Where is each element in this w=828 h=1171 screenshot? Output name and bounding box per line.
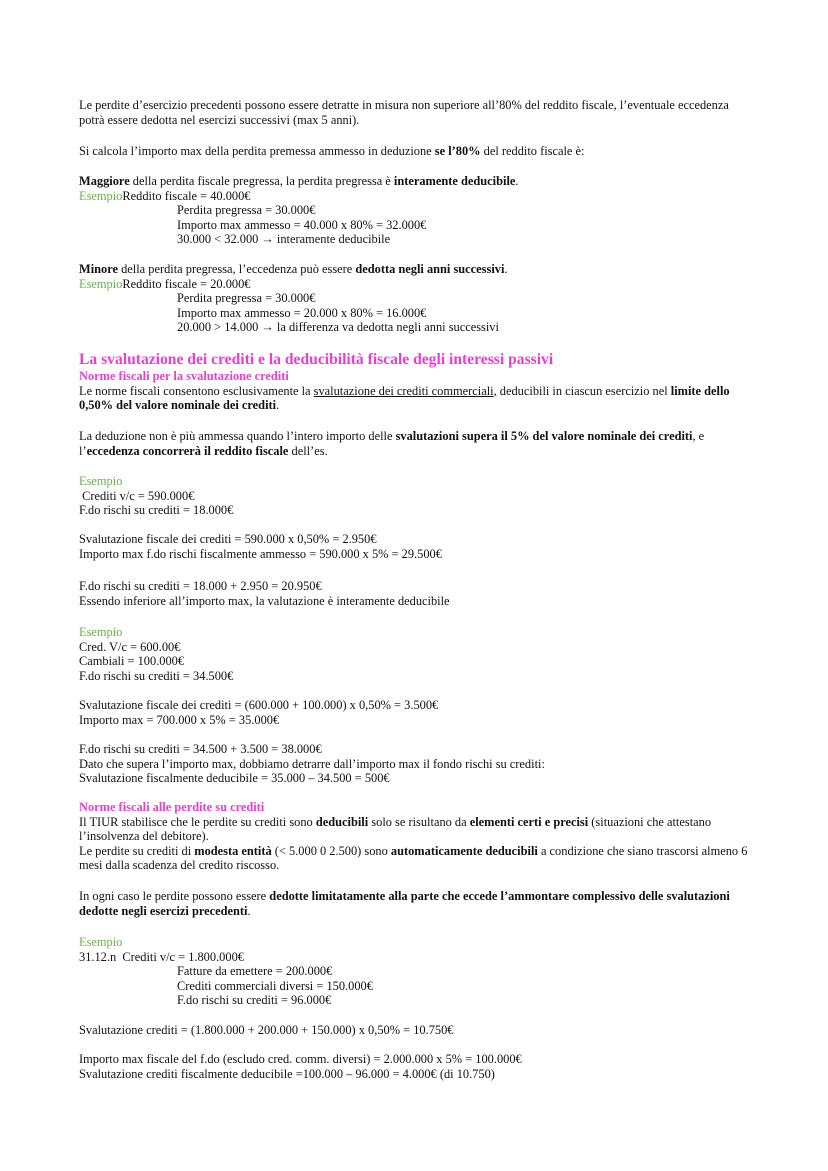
bold-text: modesta entità	[194, 843, 272, 858]
text: della perdita fiscale pregressa, la perdita pregressa è	[129, 174, 394, 188]
section-heading	[79, 351, 754, 413]
underlined-text: svalutazione dei crediti commerciali,	[313, 383, 497, 398]
example-line: Cambiali = 100.000€	[79, 654, 185, 668]
example-line: Crediti commerciali diversi = 150.000€	[177, 978, 373, 993]
text: Il TIUR stabilisce che le perdite su crediti sono	[79, 814, 316, 829]
example-line: Svalutazione crediti fiscalmente deducibile =100.000 – 96.000 = 4.000€ (di 10.750)	[79, 1066, 495, 1081]
text: In ogni caso le perdite possono essere	[79, 889, 270, 903]
esempio-label: Esempio	[79, 625, 123, 639]
text: .	[276, 398, 280, 412]
text: (situazioni che attestano l’insolvenza del debitore).	[79, 814, 712, 843]
intro-paragraph	[79, 98, 754, 127]
example-3-result	[79, 1052, 754, 1081]
text: Le perdite su crediti di	[79, 843, 195, 858]
example-line: Perdita pregressa = 30.000€	[177, 291, 316, 305]
example-line: Svalutazione fiscale dei crediti = (600.000 + 100.000) x 0,50% = 3.500€	[79, 698, 439, 712]
example-line: F.do rischi su crediti = 18.000 + 2.950 = 20.950€	[79, 579, 322, 593]
bold-text: limite dello 0,50% del valore nominale dei crediti	[79, 383, 730, 412]
example-line: 30.000 < 32.000 → interamente deducibile	[177, 232, 391, 246]
example-line: Importo max f.do rischi fiscalmente ammesso = 590.000 x 5% = 29.500€	[79, 546, 442, 561]
example-line: Reddito fiscale = 20.000€	[122, 276, 251, 291]
example-line: F.do rischi su crediti = 34.500 + 3.500 = 38.000€	[79, 742, 322, 756]
norme-paragraph	[79, 384, 754, 413]
bold-text: interamente deducibile	[393, 174, 516, 188]
example-1	[79, 474, 754, 518]
text: Si calcola l’importo max della perdita premessa ammesso in deduzione	[79, 144, 435, 158]
example-line: Essendo inferiore all’importo max, la valutazione è interamente deducibile	[79, 593, 450, 608]
example-2	[79, 625, 754, 683]
example-line: F.do rischi su crediti = 96.000€	[177, 993, 332, 1007]
bold-text: elementi certi e precisi	[469, 814, 589, 829]
example-line: Svalutazione fiscalmente deducibile = 35.000 – 34.500 = 500€	[79, 771, 390, 785]
example-1-calc	[79, 532, 754, 561]
text: .	[504, 262, 508, 276]
example-line: 20.000 > 14.000 → la differenza va dedotta negli anni successivi	[177, 320, 499, 334]
perdite-section	[79, 800, 754, 873]
perdite-paragraph-2	[79, 844, 754, 873]
bold-text: dedotte limitatamente alla parte che eccede l’ammontare complessivo delle svalutazioni dedotte negli esercizi precedenti	[79, 889, 730, 918]
example-2-calc	[79, 698, 754, 727]
example-line: Crediti v/c = 590.000€	[79, 488, 195, 503]
text: La deduzione non è più ammessa quando l’intero importo delle	[79, 429, 396, 443]
bold-text: dedotta negli anni successivi	[355, 262, 505, 276]
example-line: Importo max ammesso = 40.000 x 80% = 32.000€	[177, 217, 427, 232]
example-line: Cred. V/c = 600.00€	[79, 639, 181, 654]
example-line: Svalutazione fiscale dei crediti = 590.000 x 0,50% = 2.950€	[79, 532, 377, 546]
example-line: Reddito fiscale = 40.000€	[122, 188, 251, 203]
intro-text: Le perdite d’esercizio precedenti possono essere detratte in misura non superiore all’80% del reddito fiscale, l’eventuale eccedenza potrà essere dedotta nel esercizi successivi (max 5 anni).	[79, 98, 729, 127]
text: .	[515, 174, 519, 188]
bold-text: svalutazioni supera il 5% del valore nominale dei crediti	[395, 429, 693, 443]
perdite-paragraph-3	[79, 889, 754, 918]
deduzione-paragraph	[79, 429, 754, 458]
example-line: Importo max = 700.000 x 5% = 35.000€	[79, 712, 280, 727]
text: .	[247, 903, 251, 918]
example-3	[79, 935, 754, 1008]
text: a condizione che siano trascorsi almeno 6 mesi dalla scadenza del credito riscosso.	[79, 843, 748, 872]
text: (< 5.000 0 2.500) sono	[271, 843, 391, 858]
text: solo se risultano da	[368, 814, 470, 829]
example-line: 31.12.n Crediti v/c = 1.800.000€	[79, 949, 244, 964]
text: deducibili in ciascun esercizio nel	[496, 383, 671, 398]
bold-text: Minore	[79, 262, 118, 276]
example-line: F.do rischi su crediti = 18.000€	[79, 503, 234, 517]
section-title: La svalutazione dei crediti e la deducibilità fiscale degli interessi passivi	[79, 351, 554, 368]
minore-block	[79, 262, 754, 335]
example-line: Perdita pregressa = 30.000€	[177, 203, 316, 217]
esempio-label: Esempio	[79, 188, 123, 203]
example-3-calc	[79, 1023, 754, 1038]
bold-text: automaticamente deducibili	[390, 843, 538, 858]
example-line: F.do rischi su crediti = 34.500€	[79, 668, 234, 683]
example-line: Fatture da emettere = 200.000€	[177, 964, 333, 978]
text: , e l’	[79, 429, 705, 458]
example-2-result	[79, 742, 754, 786]
bold-text: Maggiore	[79, 174, 130, 188]
bold-text: deducibili	[315, 814, 369, 829]
example-line: Dato che supera l’importo max, dobbiamo detrarre dall’importo max il fondo rischi su crediti:	[79, 756, 545, 771]
text: della perdita pregressa, l’eccedenza può essere	[118, 262, 356, 276]
text: del reddito fiscale è:	[480, 144, 585, 158]
text: Le norme fiscali consentono esclusivamente la	[79, 383, 314, 398]
section-subtitle: Norme fiscali per la svalutazione crediti	[79, 369, 289, 383]
example-line: Importo max ammesso = 20.000 x 80% = 16.000€	[177, 305, 427, 320]
example-line: Svalutazione crediti = (1.800.000 + 200.000 + 150.000) x 0,50% = 10.750€	[79, 1023, 454, 1037]
text: dell’es.	[288, 443, 328, 458]
esempio-label: Esempio	[79, 276, 123, 291]
perdite-paragraph-1	[79, 815, 754, 844]
esempio-label: Esempio	[79, 935, 123, 949]
bold-text: se l’80%	[434, 144, 481, 158]
example-1-result	[79, 579, 754, 608]
esempio-label: Esempio	[79, 474, 123, 488]
bold-text: eccedenza concorrerà il reddito fiscale	[86, 443, 289, 458]
section-subtitle: Norme fiscali alle perdite su crediti	[79, 800, 265, 814]
maggiore-block	[79, 174, 754, 247]
example-line: Importo max fiscale del f.do (escludo cred. comm. diversi) = 2.000.000 x 5% = 100.000€	[79, 1052, 522, 1066]
intro-question	[79, 144, 754, 159]
